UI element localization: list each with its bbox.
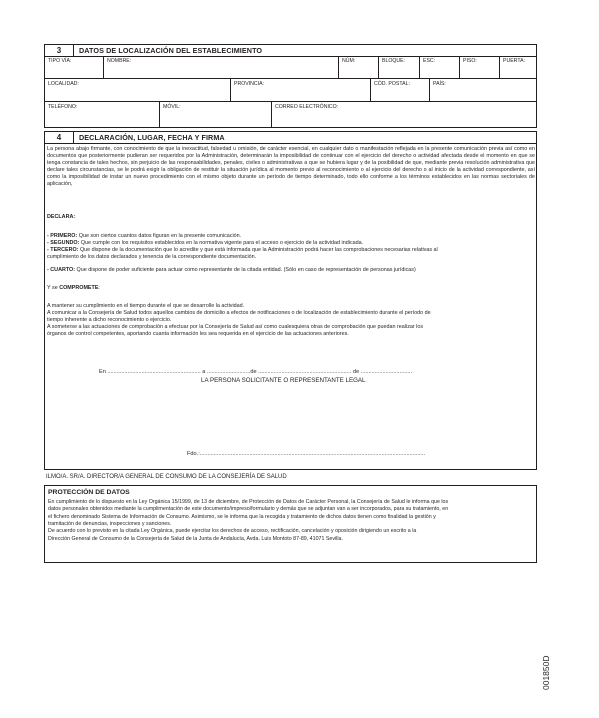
col-divider	[338, 57, 339, 78]
col-divider	[370, 78, 371, 101]
field-email[interactable]: CORREO ELECTRÓNICO:	[275, 104, 339, 110]
commitment-line: A someterse a las actuaciones de comprobación a efectuar por la Consejería de Salud así como cualesquiera otras de comprobación que puedan realizar los	[47, 324, 424, 330]
col-divider	[159, 101, 160, 127]
form-code-wrapper	[541, 630, 561, 690]
field-block[interactable]: BLOQUE:	[382, 58, 406, 64]
field-province[interactable]: PROVINCIA:	[234, 81, 264, 87]
declaration-item: - CUARTO: Que dispone de poder suficiente para actuar como representante de la citada entidad. (Sólo en caso de representación de personas jurídicas)	[47, 267, 416, 273]
section-title: DATOS DE LOCALIZACIÓN DEL ESTABLECIMIENTO	[79, 46, 263, 55]
commitment-line: A comunicar a la Consejería de Salud todos aquellos cambios de domicilio a efectos de notificaciones o de localización de establecimiento durante el período de	[47, 310, 431, 316]
field-street-name[interactable]: NOMBRE:	[107, 58, 132, 64]
commitment-line: tiempo inherente a dicho reconocimiento o ejercicio.	[47, 317, 172, 323]
field-phone[interactable]: TELÉFONO:	[48, 104, 78, 110]
field-mobile[interactable]: MÓVIL:	[163, 104, 181, 110]
section-number: 4	[45, 132, 74, 143]
field-door[interactable]: PUERTA:	[503, 58, 526, 64]
declaration-item: - PRIMERO: Que son ciertos cuantos datos figuran en la presente comunicación.	[47, 233, 242, 239]
col-divider	[230, 78, 231, 101]
col-divider	[499, 57, 500, 78]
location-fields-box	[44, 56, 537, 128]
col-divider	[378, 57, 379, 78]
field-locality[interactable]: LOCALIDAD:	[48, 81, 79, 87]
declaration-item: - SEGUNDO: Que cumple con los requisitos establecidos en la normativa vigente para el acceso o ejercicio de la actividad indicada.	[47, 240, 364, 246]
signature-line[interactable]: Fdo.:.................................................................................................................................................	[187, 451, 426, 457]
form-code: 001850D	[541, 655, 551, 690]
compromete-heading: Y se COMPROMETE:	[47, 285, 100, 291]
signer-label: LA PERSONA SOLICITANTE O REPRESENTANTE LEGAL	[201, 377, 366, 384]
commitment-line: A mantener su cumplimiento en el tiempo durante el que se desarrolle la actividad.	[47, 303, 245, 309]
place-date-line[interactable]: En ............................................................ a ............................de ............................................................ de .................................	[99, 369, 413, 375]
field-street-type[interactable]: TIPO VÍA:	[48, 58, 72, 64]
declaration-intro: La persona abajo firmante, con conocimiento de que la inexactitud, falsedad u omisión, de carácter esencial, en cualquier dato o manifestación reflejada en la presente comunicación previa así como en documentos que posteriormente pudieran ser requeridos por la Administración, determinarán la imposibilidad de continuar con el ejercicio del derecho o actividad afectada desde el momento en que se tenga constancia de tales hechos, sin perjuicio de las responsabilidades, penales, civiles o administrativas a que se hubiera lugar y de la posibilidad de que, mediante previa resolución administrativa que declare tales circunstancias, se le podrá exigir la obligación de restituir la situación jurídica al momento previo al reconocimiento o al ejercicio del derecho o al inicio de la actividad correspondiente, así como la imposibilidad de instar un nuevo procedimiento con el mismo objeto durante un período de tiempo determinado, todo ello conforme a los términos establecidos en las normas sectoriales de aplicación,	[47, 146, 535, 188]
col-divider	[103, 57, 104, 78]
declaration-item: cumplimiento de los datos declarados y tenencia de la correspondiente documentación.	[47, 254, 257, 260]
data-protection-line: datos personales obtenidos mediante la cumplimentación de este documento/impreso/formulario y demás que se adjuntan van a ser incorporados, para su tratamiento, en	[48, 506, 449, 512]
data-protection-line: En cumplimiento de lo dispuesto en la Ley Orgánica 15/1999, de 13 de diciembre, de Protección de Datos de Carácter Personal, la Consejería de Salud le informa que los	[48, 499, 449, 505]
field-country[interactable]: PAÍS:	[433, 81, 446, 87]
data-protection-line: tramitación de denuncias, inspecciones y sanciones.	[48, 521, 172, 527]
col-divider	[271, 101, 272, 127]
addressee: ILMO/A. SR/A. DIRECTOR/A GENERAL DE CONSUMO DE LA CONSEJERÍA DE SALUD	[46, 474, 287, 480]
commitment-line: órganos de control competentes, aportando cuanta información les sea requerida en el ejercicio de las actuaciones anteriores.	[47, 331, 349, 337]
section-title: DECLARACIÓN, LUGAR, FECHA Y FIRMA	[79, 133, 225, 142]
row-divider	[45, 101, 536, 102]
section-number: 3	[45, 45, 74, 56]
field-postal-code[interactable]: CÓD. POSTAL:	[374, 81, 410, 87]
col-divider	[429, 78, 430, 101]
data-protection-line: el fichero denominado Sistema de Información de Consumo. Asimismo, se le informa que la recogida y tratamiento de dichos datos tienen como finalidad la gestión y	[48, 514, 436, 520]
field-number[interactable]: NÚM:	[342, 58, 356, 64]
declaration-item: - TERCERO: Que dispone de la documentación que lo acredite y que está informada que la Administración podrá hacer las comprobaciones necesarias relativas al	[47, 247, 438, 253]
declara-heading: DECLARA:	[47, 214, 76, 220]
data-protection-line: Dirección General de Consumo de la Consejería de Salud de la Junta de Andalucía, Avda. Luis Montoto 87-89, 41071 Sevilla.	[48, 536, 343, 542]
field-stair[interactable]: ESC:	[423, 58, 436, 64]
col-divider	[419, 57, 420, 78]
data-protection-line: De acuerdo con lo previsto en la citada Ley Orgánica, puede ejercitar los derechos de acceso, rectificación, cancelación y oposición dirigiendo un escrito a la	[48, 528, 417, 534]
field-floor[interactable]: PISO:	[463, 58, 477, 64]
data-protection-title: PROTECCIÓN DE DATOS	[48, 489, 130, 496]
row-divider	[45, 78, 536, 79]
col-divider	[459, 57, 460, 78]
